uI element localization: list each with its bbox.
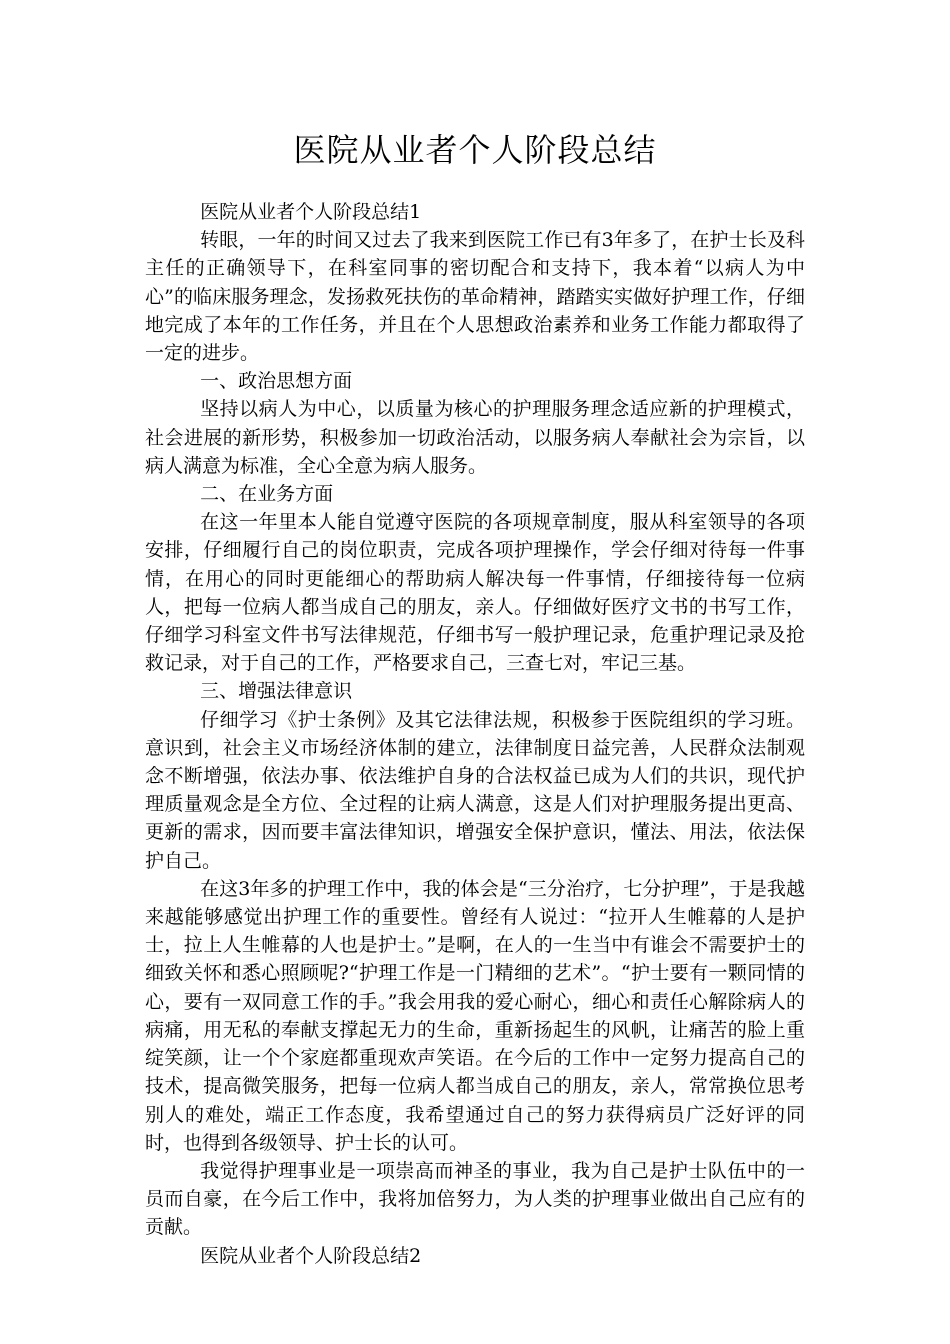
paragraph: 仔细学习《护士条例》及其它法律法规，积极参于医院组织的学习班。意识到，社会主义市场经济体制的建立，法律制度日益完善，人民群众法制观念不断增强，依法办事、依法维护自身的合法权益已成为人们的共识，现代护理质量观念是全方位、全过程的让病人满意，这是人们对护理服务提出更高、更新的需求，因而要丰富法律知识，增强安全保护意识，懂法、用法，依法保护自己。	[145, 708, 805, 872]
section-heading: 医院从业者个人阶段总结2	[200, 1244, 422, 1267]
document-body	[145, 198, 805, 1270]
paragraph: 在这3年多的护理工作中，我的体会是“三分治疗，七分护理”，于是我越来越能够感觉出护理工作的重要性。曾经有人说过：“拉开人生帷幕的人是护士，拉上人生帷幕的人也是护士。”是啊，在人的一生当中有谁会不需要护士的细致关怀和悉心照顾呢?“护理工作是一门精细的艺术”。“护士要有一颗同情的心，要有一双同意工作的手。”我会用我的爱心耐心，细心和责任心解除病人的病痛，用无私的奉献支撑起无力的生命，重新扬起生的风帆，让痛苦的脸上重绽笑颜，让一个个家庭都重现欢声笑语。在今后的工作中一定努力提高自己的技术，提高微笑服务，把每一位病人都当成自己的朋友，亲人，常常换位思考别人的难处，端正工作态度，我希望通过自己的努力获得病员广泛好评的同时，也得到各级领导、护士长的认可。	[145, 877, 805, 1154]
paragraph: 我觉得护理事业是一项崇高而神圣的事业，我为自己是护士队伍中的一员而自豪，在今后工作中，我将加倍努力，为人类的护理事业做出自己应有的贡献。	[145, 1159, 805, 1239]
document-title: 医院从业者个人阶段总结	[293, 131, 657, 169]
paragraph: 坚持以病人为中心，以质量为核心的护理服务理念适应新的护理模式，社会进展的新形势，积极参加一切政治活动，以服务病人奉献社会为宗旨，以病人满意为标准，全心全意为病人服务。	[145, 398, 805, 477]
subsection-heading: 三、增强法律意识	[200, 680, 353, 703]
subsection-heading: 二、在业务方面	[200, 483, 334, 506]
subsection-heading: 一、政治思想方面	[200, 370, 353, 393]
paragraph: 转眼，一年的时间又过去了我来到医院工作已有3年多了，在护士长及科主任的正确领导下，在科室同事的密切配合和支持下，我本着“以病人为中心”的临床服务理念，发扬救死扶伤的革命精神，踏踏实实做好护理工作，仔细地完成了本年的工作任务，并且在个人思想政治素养和业务工作能力都取得了一定的进步。	[145, 229, 805, 365]
paragraph: 在这一年里本人能自觉遵守医院的各项规章制度，服从科室领导的各项安排，仔细履行自己的岗位职责，完成各项护理操作，学会仔细对待每一件事情，在用心的同时更能细心的帮助病人解决每一件事情，仔细接待每一位病人，把每一位病人都当成自己的朋友，亲人。仔细做好医疗文书的书写工作，仔细学习科室文件书写法律规范，仔细书写一般护理记录，危重护理记录及抢救记录，对于自己的工作，严格要求自己，三查七对，牢记三基。	[145, 511, 805, 675]
section-heading: 医院从业者个人阶段总结1	[200, 201, 422, 223]
